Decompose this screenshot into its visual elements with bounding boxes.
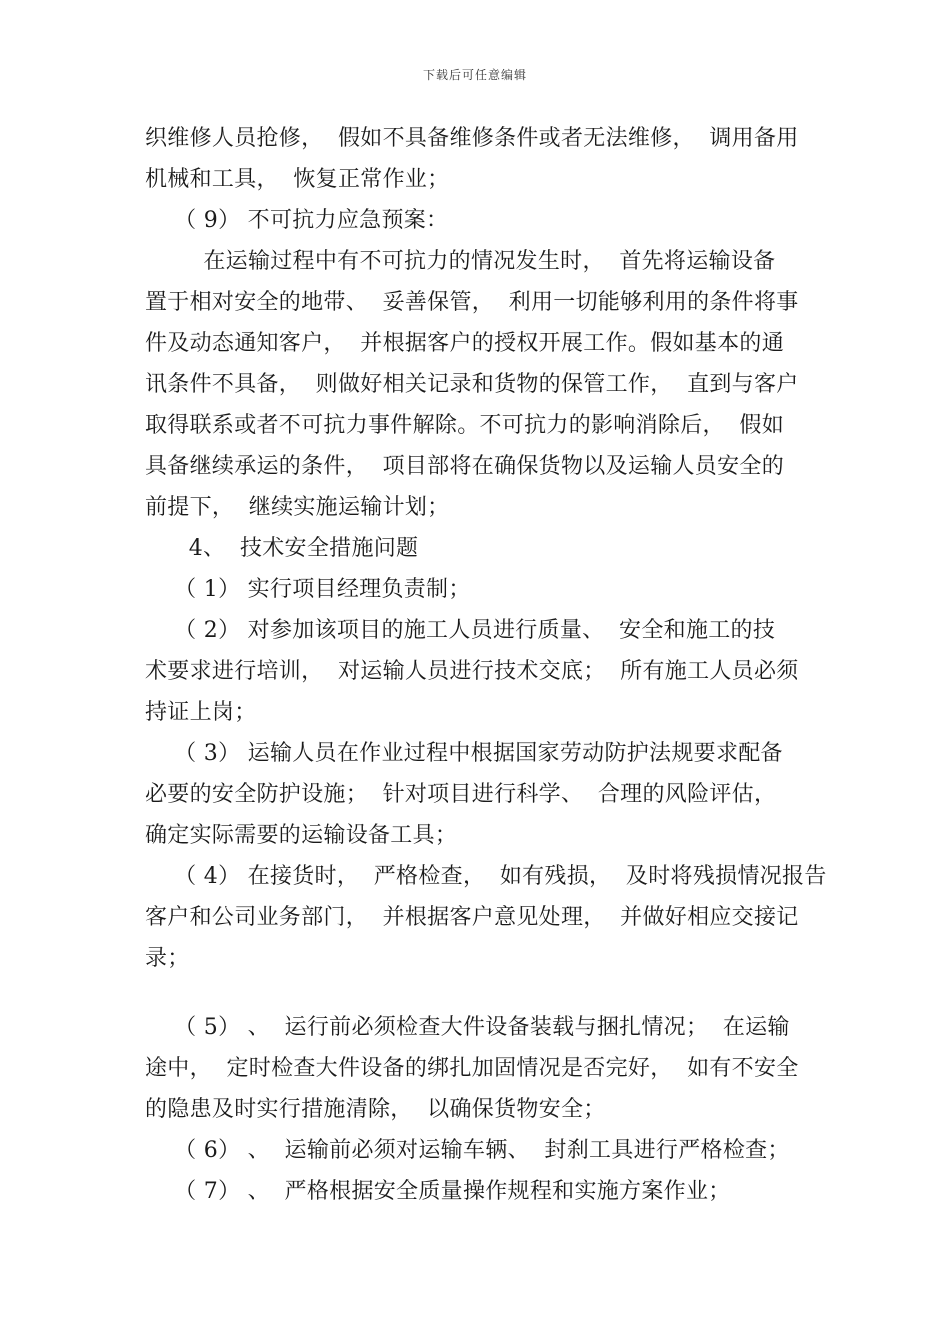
text-line: 持证上岗；	[145, 700, 257, 725]
text-line: （ 7） 、 严格根据安全质量操作规程和实施方案作业；	[145, 1179, 731, 1204]
text-line: 的隐患及时实行措施清除， 以确保货物安全；	[145, 1097, 606, 1122]
text-line: （ 4） 在接货时， 严格检查， 如有残损， 及时将残损情况报告	[145, 864, 827, 889]
section-heading: 4、 技术安全措施问题	[145, 536, 419, 561]
paragraph-gap	[145, 979, 810, 1007]
text-line: 必要的安全防护设施； 针对项目进行科学、 合理的风险评估，	[145, 782, 777, 807]
text-line: （ 9） 不可抗力应急预案：	[145, 208, 449, 233]
text-line: 客户和公司业务部门， 并根据客户意见处理， 并做好相应交接记	[145, 905, 799, 930]
text-line: 机械和工具， 恢复正常作业；	[145, 167, 450, 192]
text-line: 置于相对安全的地带、 妥善保管， 利用一切能够利用的条件将事	[145, 290, 799, 315]
text-line: 确定实际需要的运输设备工具；	[145, 823, 458, 848]
text-line: 取得联系或者不可抗力事件解除。不可抗力的影响消除后， 假如	[145, 413, 784, 438]
text-line: 途中， 定时检查大件设备的绑扎加固情况是否完好， 如有不安全	[145, 1056, 799, 1081]
text-line: （ 6） 、 运输前必须对运输车辆、 封刹工具进行严格检查；	[145, 1138, 790, 1163]
page-header: 下载后可任意编辑	[422, 68, 527, 82]
text-line: 前提下， 继续实施运输计划；	[145, 495, 450, 520]
text-line: 件及动态通知客户， 并根据客户的授权开展工作。假如基本的通	[145, 331, 784, 356]
text-line: 术要求进行培训， 对运输人员进行技术交底； 所有施工人员必须	[145, 659, 799, 684]
text-line: 具备继续承运的条件， 项目部将在确保货物以及运输人员安全的	[145, 454, 784, 479]
text-line: （ 2） 对参加该项目的施工人员进行质量、 安全和施工的技	[145, 618, 776, 643]
text-line: 在运输过程中有不可抗力的情况发生时， 首先将运输设备	[145, 249, 776, 274]
document-body	[145, 118, 827, 1212]
text-line: 录；	[145, 946, 190, 971]
text-line: 讯条件不具备， 则做好相关记录和货物的保管工作， 直到与客户	[145, 372, 799, 397]
text-line: 织维修人员抢修， 假如不具备维修条件或者无法维修， 调用备用	[145, 126, 799, 151]
text-line: （ 5） 、 运行前必须检查大件设备装载与捆扎情况； 在运输	[145, 1015, 790, 1040]
text-line: （ 1） 实行项目经理负责制；	[145, 577, 471, 602]
text-line: （ 3） 运输人员在作业过程中根据国家劳动防护法规要求配备	[145, 741, 783, 766]
